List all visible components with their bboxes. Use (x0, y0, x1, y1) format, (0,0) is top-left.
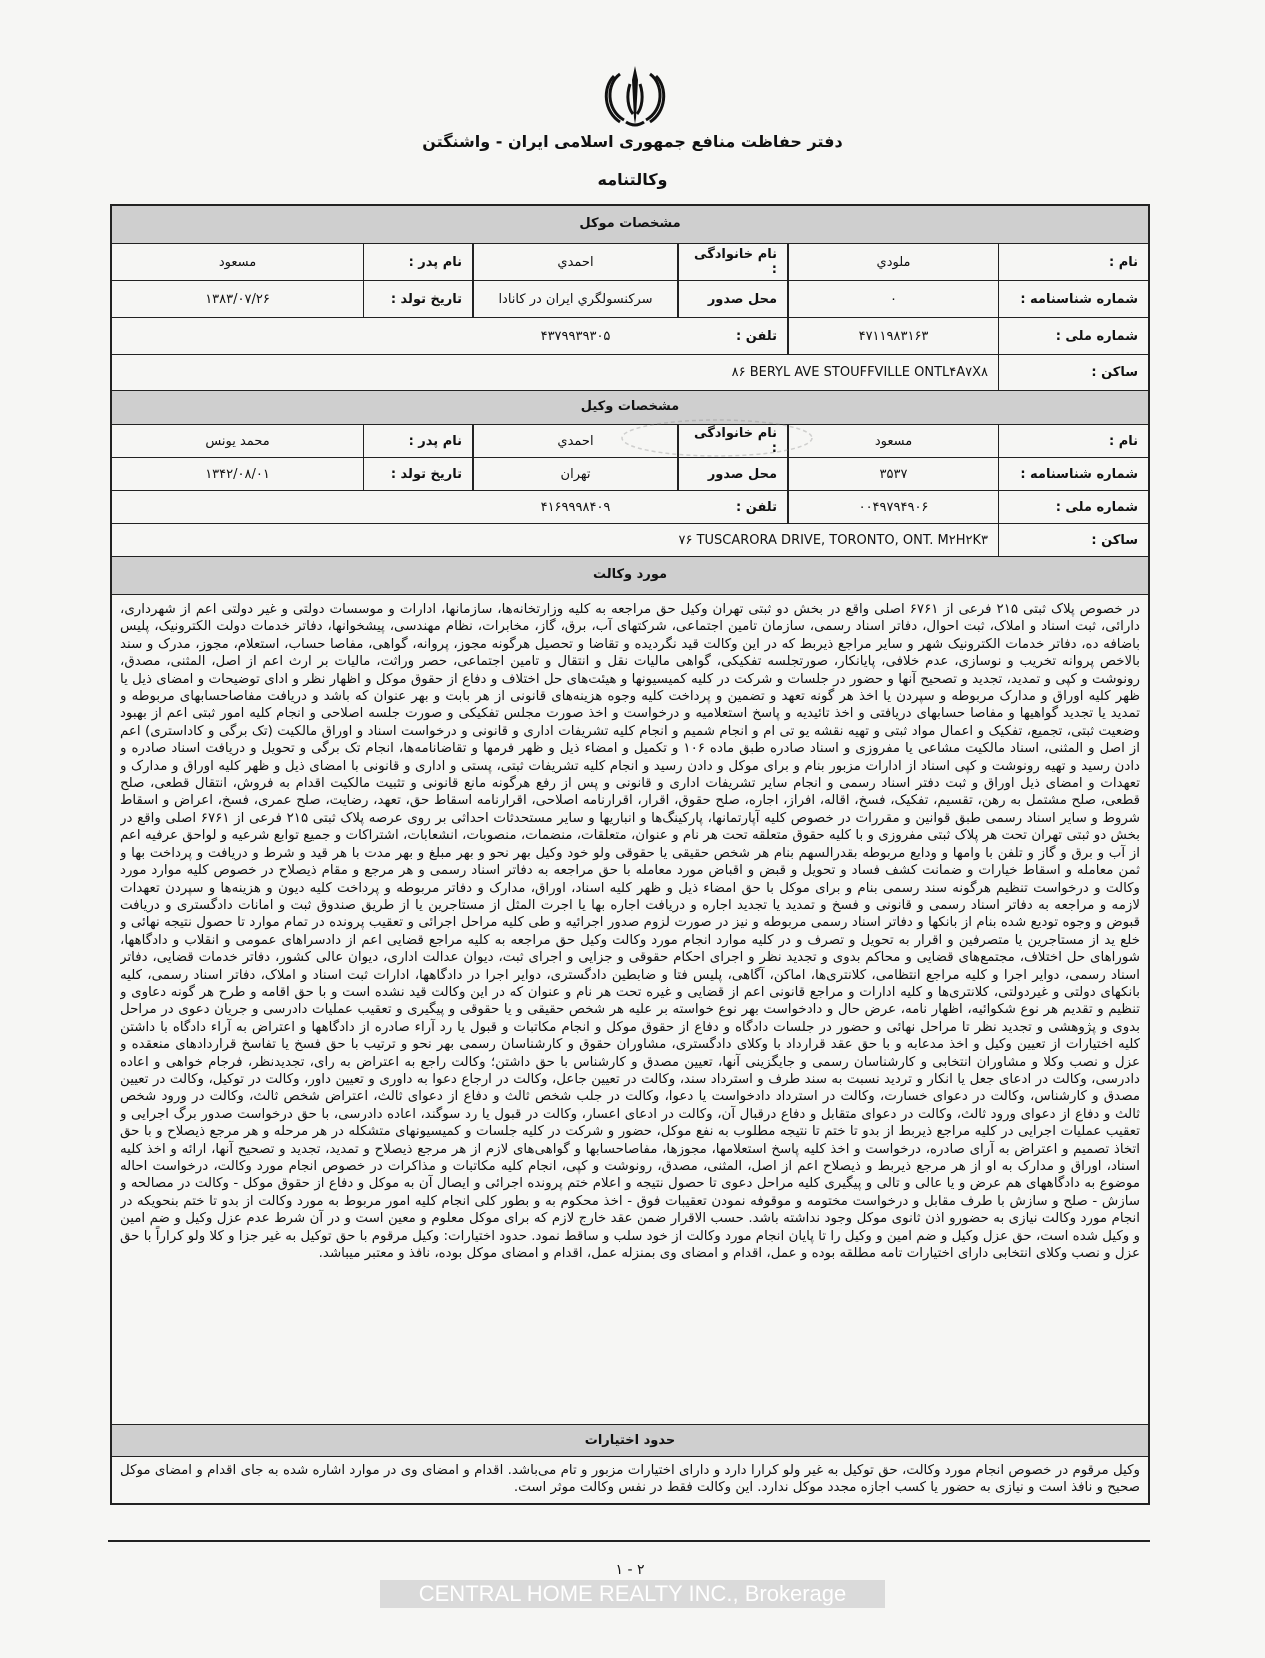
attorney-id-value: ۳۵۳۷ (788, 458, 998, 490)
attorney-family-value: احمدي (473, 425, 678, 457)
page-number: ۲ - ۱ (615, 1562, 645, 1578)
principal-issue-label: محل صدور (678, 281, 788, 317)
principal-father-label: نام پدر : (363, 244, 473, 280)
attorney-address-label: ساکن : (998, 524, 1148, 556)
attorney-birth-label: تاریخ تولد : (363, 458, 473, 490)
principal-address-text: ۸۶ BERYL AVE STOUFFVILLE ONTL۴A۷X۸ (731, 365, 988, 380)
limits-text: وکیل مرقوم در خصوص انجام مورد وکالت، حق توکیل به غیر ولو کرارا دارد و دارای اختیارات مزبور و تام می‌باشد. اقدام و امضای وی در موارد اشاره شده به جای اقدام و امضای موکل صحیح و نافذ است و نیازی به حضور یا کسب اجازه مجدد موکل ندارد. این وکالت فقط در نفس وکالت موثر است. (120, 1463, 1140, 1496)
attorney-family-label: نام خانوادگی : (678, 425, 788, 457)
attorney-id-label: شماره شناسنامه : (998, 458, 1148, 490)
principal-phone-value: ۴۳۷۹۹۳۹۳۰۵ (540, 328, 611, 344)
principal-birth-label: تاریخ تولد : (363, 281, 473, 317)
attorney-birth-value: ۱۳۴۲/۰۸/۰۱ (205, 466, 270, 482)
principal-row-name (112, 244, 1148, 281)
limits-section-header: حدود اختیارات (112, 1424, 1148, 1457)
document-title: وکالتنامه (597, 170, 668, 189)
principal-name-label: نام : (998, 244, 1148, 280)
principal-row-address (112, 355, 1148, 391)
attorney-name-value: مسعود (788, 425, 998, 457)
principal-national-value: ۴۷۱۱۹۸۳۱۶۳ (788, 318, 998, 354)
attorney-issue-value: تهران (473, 458, 678, 490)
power-of-attorney-form (110, 204, 1150, 1505)
principal-phone-label: تلفن : (678, 318, 788, 354)
footer-divider (108, 1540, 1150, 1542)
attorney-address-value (112, 524, 998, 556)
principal-address-value (112, 355, 998, 390)
office-title: دفتر حفاظت منافع جمهوری اسلامی ایران - واشنگتن (422, 132, 843, 151)
iran-emblem-icon (600, 62, 670, 132)
principal-name-value: ملودي (788, 244, 998, 280)
attorney-section-header: مشخصات وکیل (112, 391, 1148, 425)
attorney-row-id (112, 458, 1148, 491)
principal-row-id (112, 281, 1148, 318)
principal-birth-value: ۱۳۸۳/۰۷/۲۶ (205, 291, 270, 307)
attorney-phone-value: ۴۱۶۹۹۹۸۴۰۹ (540, 499, 611, 515)
attorney-father-value: محمد یونس (205, 433, 270, 449)
attorney-row-national (112, 491, 1148, 524)
principal-issue-value: سرکنسولگري ایران در کانادا (473, 281, 678, 317)
attorney-father-label: نام پدر : (363, 425, 473, 457)
attorney-national-value: ۰۰۴۹۷۹۴۹۰۶ (788, 491, 998, 523)
principal-national-label: شماره ملی : (998, 318, 1148, 354)
attorney-name-label: نام : (998, 425, 1148, 457)
principal-row-national (112, 318, 1148, 355)
attorney-row-address (112, 524, 1148, 557)
attorney-national-label: شماره ملی : (998, 491, 1148, 523)
attorney-issue-label: محل صدور (678, 458, 788, 490)
attorney-phone-label: تلفن : (678, 491, 788, 523)
principal-family-label: نام خانوادگی : (678, 244, 788, 280)
subject-text: در خصوص پلاک ثبتی ۲۱۵ فرعی از ۶۷۶۱ اصلی واقع در بخش دو ثبتی تهران وکیل حق مراجعه به کلیه وزارتخانه‌ها، سازمانها، ادارات و موسسات دولتی و غیر دولتی اعم از شهرداری، دارائی، ثبت اسناد و املاک، ثبت احوال، دفاتر اسناد رسمی، سازمان تامین اجتماعی، شرکتهای آب، برق، گاز، مخابرات، نظام مهندسی، پیشخوانها، دفاتر خدمات دولت الکترونیک، پلیس باضافه ده، دفاتر خدمات الکترونیک شهر و سایر مراجع ذیربط که در این وکالت قید نگردیده و تقاضا و تحصیل هرگونه مجوز، پروانه، گواهی، مفاصا حساب، استعلام، مجوز، مدرک و سند بالاخص پروانه تخریب و نوسازی، عدم خلافی، پایانکار، صورتجلسه تفکیکی، گواهی مالیات نقل و انتقال و تامین اجتماعی، حصر وراثت، مالیات بر ارث اعم از اصل، المثنی، مصدق، رونوشت و کپی و تمدید، تجدید و تصحیح آنها و حضور در جلسات و شرکت در کلیه کمیسیونها و هیئت‌های حل اختلاف و دفاع از حقوق موکل و اظهار نظر و ادای توضیحات و امضای ذیل یا ظهر کلیه اوراق و مدارک مربوطه و سپردن یا اخذ هر گونه تعهد و تضمین و پرداخت کلیه وجوه هزینه‌های قانونی از هر بابت و بهر عنوان که باشد و دریافت مفاصاحسابهای مربوطه و تمدید یا تجدید گواهیها و مفاصا حسابهای دریافتی و اخذ تائیدیه و پاسخ استعلامیه و درخواست و اخذ صورت مجلس تفکیکی و صورت جلسه اصلاحی و انجام کلیه امور ثبتی اعم از بهبود وضعیت ثبتی، تجمیع، تفکیک و اعمال مواد ثبتی و تهیه نقشه یو تی ام و انجام شمیم و انجام کلیه تشریفات اداری و قانونی و درخواست اسناد و اوراق مالکیت (تک برگی و کاداستری) اعم از اصل و المثنی، اسناد مالکیت مشاعی یا مفروزی و اسناد صادره طبق ماده ۱۰۶ و تکمیل و امضاء ذیل و ظهر فرمها و تقاضانامه‌ها، انجام تک برگی و تحویل و دریافت اسناد صادره و دادن رسید و تهیه رونوشت و کپی اسناد از ادارات مزبور بنام و برای موکل و دادن رسید و انجام کلیه تشریفات ثبتی، پستی و اداری و قانونی با امضای ذیل و ظهر کلیه اوراق و مدارک و تعهدات و امضای ذیل اوراق و ثبت دفتر اسناد رسمی و انجام سایر تشریفات اداری و قانونی و پس از رفع هرگونه مانع قانونی و تثبیت مالکیت اقدام به فروش، انتقال قطعی، صلح قطعی، صلح مشتمل به رهن، تقسیم، تفکیک، فسخ، اقاله، افراز، اجاره، صلح حقوق، اقرار، اقرارنامه اصلاحی، اقرارنامه اسقاط حق، تعهد، رضایت، صلح عمری، فسخ، اعراض و اسقاط شروط و سایر اسناد رسمی طبق قوانین و مقررات در خصوص کلیه آپارتمانها، پارکینگ‌ها و انباریها و سایر مستحدثات احداثی بر روی عرصه پلاک ثبتی ۲۱۵ فرعی از ۶۷۶۱ اصلی واقع در بخش دو ثبتی تهران تحت هر پلاک ثبتی مفروزی و با کلیه حقوق متعلقه تحت هر نام و عنوان، متعلقات، منضمات، منصوبات، انشعابات، اشتراکات و جمیع توابع شرعیه و لواحق عرفیه اعم از آب و برق و گاز و تلفن با وامها و ودایع مربوطه بقدرالسهم بنام هر شخص حقیقی یا حقوقی ولو خود وکیل بهر نحو و بهر مبلغ و بهر مدت با هر قید و شرط و دریافت و پرداخت بها و ثمن معامله و اسقاط خیارات و ضمانت کشف فساد و تحویل و قبض و اقباض مورد معامله با حق مراجعه به دفاتر اسناد رسمی و هر مرجع و مقام ذیصلاح در خصوص کلیه موارد مورد وکالت و درخواست تنظیم هرگونه سند رسمی بنام و برای موکل با حق امضاء ذیل و ظهر کلیه اسناد، اوراق، مدارک و دفاتر مربوطه و پرداخت کلیه دیون و هزینه‌ها و سپردن تعهدات لازمه و مراجعه به دفاتر اسناد رسمی و قانونی و فسخ و تمدید یا تجدید اجاره و دریافت اجاره بها یا اجرت المثل از مستاجرین یا از طریق صندوق ثبت و امانات دادگستری و دریافت قبوض و وجوه تودیع شده بنام از بانکها و دفاتر اسناد رسمی مربوطه و نیز در صورت لزوم صدور اجرائیه و طی کلیه مراحل اجرائی و تعقیب پرونده در تمام موارد تا حصول نتیجه نهائی و خلع ید از مستاجرین یا متصرفین و اقرار به تحویل و تصرف و در کلیه موارد انجام مورد وکالت وکیل حق مراجعه به کلیه مراجع قضایی اعم از دادسراهای عمومی و انقلاب و دادگاهها، شوراهای حل اختلاف، مجتمع‌های قضایی و محاکم بدوی و تجدید نظر و اجرای احکام حقوقی و جزایی و اجرای ثبت، دیوان عدالت اداری، دیوان عالی کشور، دفاتر خدمات قضایی، دفاتر اسناد رسمی، دوایر اجرا و کلیه مراجع انتظامی، کلانتری‌ها، اماکن، آگاهی، پلیس فتا و ضابطین دادگستری، دوایر اجرا در دادگاهها، ادارات ثبت اسناد و املاک، دفاتر اسناد رسمی، کلیه بانکهای دولتی و غیردولتی، کلانتری‌ها و کلیه ادارات و مراجع قانونی اعم از قضایی و غیره تحت هر نام و عنوان که در این وکالت قید نشده است و با حق اقامه و طرح هر گونه دعاوی و تنظیم و تقدیم هر نوع شکوائیه، اظهار نامه، عرض حال و دادخواست بهر نوع خواسته بر علیه هر شخص حقیقی و یا حقوقی و پیگیری و تعقیب عملیات دادرسی و جریان دعوی در مراحل بدوی و پژوهشی و تجدید نظر تا مراحل نهائی و حضور در جلسات دادگاه و دفاع از حقوق موکل و انجام مکاتبات و قبول یا رد آراء صادره از دادگاهها و اعتراض به آراء دادگاه با داشتن کلیه اختیارات از تعیین وکیل و اخذ مدعابه و با حق عقد قرارداد با وکلای دادگستری، مشاوران حقوق و کارشناسان رسمی بهر نحو و ترتیب با حق فسخ یا تفاسخ قراردادهای منعقده و عزل و نصب وکلا و مشاوران انتخابی و کارشناسان رسمی و جایگزینی آنها، تعیین مصدق و کارشناس با حق داشتن؛ وکالت راجع به اعتراض به رای، تجدیدنظر، فرجام خواهی و اعاده دادرسی، وکالت در ادعای جعل یا انکار و تردید نسبت به سند طرف و استرداد سند، وکالت در تعیین جاعل، وکالت در ارجاع دعوا به داوری و تعیین داور، وکالت در توکیل، وکالت در تعیین مصدق و کارشناس، وکالت در دعوای خسارت، وکالت در استرداد دادخواست یا دعوا، وکالت در جلب شخص ثالث و دفاع از دعوای ثالث، اعتراض شخص ثالث، وکالت در ورود شخص ثالث و دفاع از دعوای ورود ثالث، وکالت در دعوای متقابل و دفاع درقبال آن، وکالت در ادعای اعسار، وکالت در قبول یا رد سوگند، اعاده دادرسی، با حق درخواست صدور برگ اجرایی و تعقیب عملیات اجرایی در کلیه مراجع ذیربط از بدو تا ختم تا نتیجه مطلوب به نفع موکل، حضور و شرکت در کلیه جلسات و کمیسیونهای متشکله در هر مرحله و هر مرجع ذیصلاح و با حق اتخاذ تصمیم و اعتراض به آرای صادره، درخواست و اخذ کلیه پاسخ استعلامها، مجوزها، مفاصاحسابها و گواهی‌های لازم از هر مرجع ذیصلاح و تمدید، تجدید و تصحیح آنها، ارائه و اخذ کلیه اسناد، اوراق و مدارک به او از هر مرجع ذیربط و ذیصلاح اعم از اصل، المثنی، مصدق، رونوشت و کپی، انجام کلیه مکاتبات و مذاکرات در خصوص انجام مورد وکالت، درخواست احاله موضوع به دادگاههای هم عرض و یا عالی و تالی و پیگیری کلیه مراحل دعوی تا حصول نتیجه و اعلام ختم پرونده اجرائی و ایصال آن به موکل و دفاع از حقوق موکل - وکالت در مصالحه و سازش - صلح و سازش با طرف مقابل و درخواست مختومه و موقوفه نمودن تعقیبات فوق - اخذ محکوم به و بطور کلی انجام کلیه امور مربوط به مورد وکالت از بدو تا ختم بنحویکه در انجام مورد وکالت نیازی به حضورو اذن ثانوی موکل وجود نداشته باشد. حسب الاقرار ضمن عقد خارج لازم که برای موکل معلوم و معین است و در آن شرط عدم عزل وکیل و ضم امین و وکیل شده است، حق عزل وکیل و ضم امین و وکیل را تا پایان انجام مورد وکالت از خود سلب و ساقط نمود. حدود اختیارات: وکیل مرقوم با حق توکیل به غیر جزا و کلا ولو کراراً با حق عزل و نصب وکلای انتخابی دارای اختیارات تامه مطلقه بوده و عمل، اقدام و امضای وی بمنزله عمل، اقدام و امضای موکل بوده، نافذ و معتبر میباشد. (120, 602, 1140, 1262)
faint-stamp-icon (617, 416, 817, 461)
attorney-address-text: ۷۶ TUSCARORA DRIVE, TORONTO, ONT. M۲H۲K۳ (678, 532, 988, 548)
brokerage-watermark: CENTRAL HOME REALTY INC., Brokerage (380, 1580, 885, 1608)
principal-id-value: ۰ (788, 281, 998, 317)
principal-id-label: شماره شناسنامه : (998, 281, 1148, 317)
principal-family-value: احمدي (473, 244, 678, 280)
principal-section-header: مشخصات موکل (112, 206, 1148, 244)
subject-section-header: مورد وکالت (112, 557, 1148, 595)
principal-address-label: ساکن : (998, 355, 1148, 390)
principal-father-value: مسعود (218, 254, 257, 270)
